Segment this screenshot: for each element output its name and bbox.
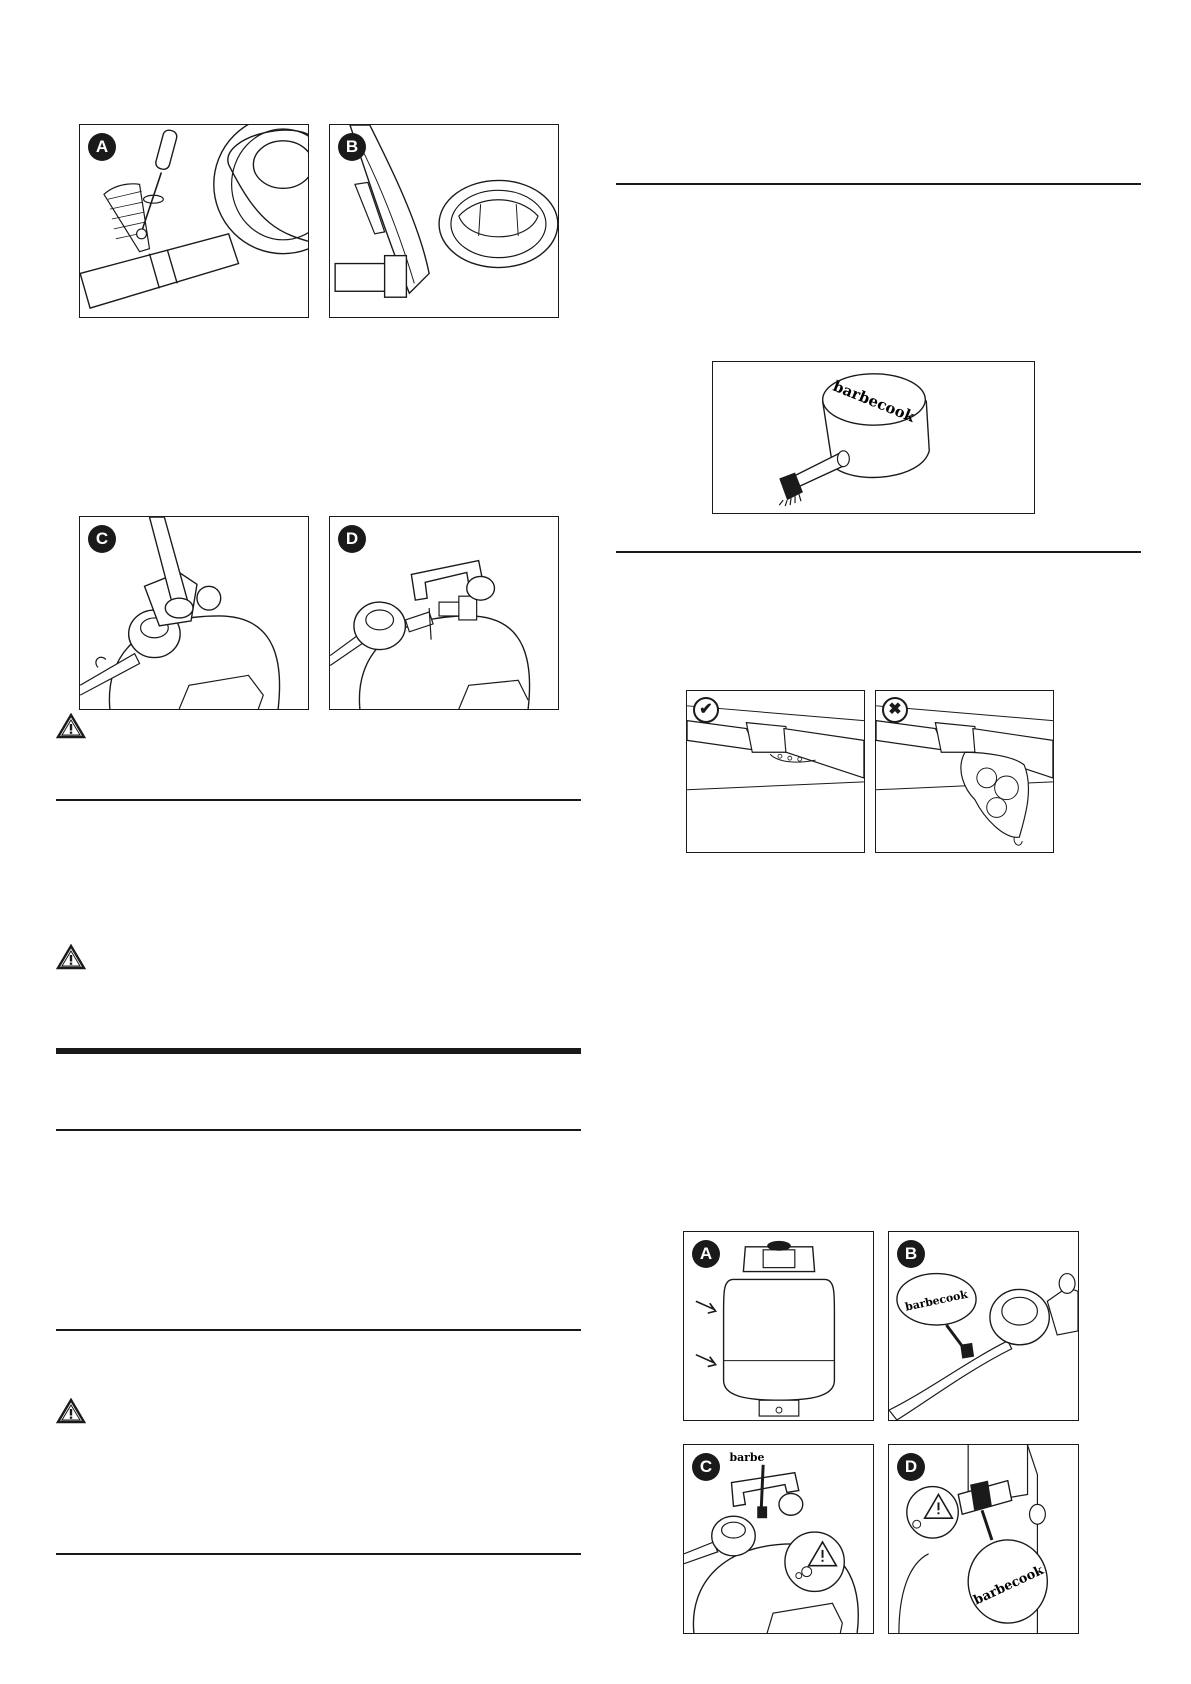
section-divider-heavy	[56, 1048, 581, 1054]
figure-leak-detector-brush	[712, 361, 1035, 514]
leak-detector-brush-illustration	[713, 362, 1034, 513]
figure-label-c: C	[88, 525, 116, 553]
warning-triangle-icon	[56, 1398, 86, 1424]
figure-a-hose-clamp	[79, 124, 309, 318]
cross-icon: ✖	[882, 697, 908, 723]
checkmark-icon: ✔	[693, 697, 719, 723]
figure-label-a: A	[88, 133, 116, 161]
section-divider	[56, 1553, 581, 1555]
section-divider	[56, 799, 581, 801]
figure-d-regulator-disconnected	[329, 516, 559, 710]
figure-label-d: D	[897, 1453, 925, 1481]
figure-incorrect-bubbles	[875, 690, 1054, 853]
figure-label-b: B	[338, 133, 366, 161]
warning-triangle-icon	[56, 944, 86, 970]
section-divider	[56, 1129, 581, 1131]
figure-correct-no-bubbles	[686, 690, 865, 853]
figure-c-brush-test-regulator	[683, 1444, 874, 1634]
brand-logo-text: barbecook	[971, 1563, 1047, 1609]
figure-label-c: C	[692, 1453, 720, 1481]
figure-c-wrench-regulator	[79, 516, 309, 710]
brand-logo-truncated-text: barbe	[729, 1450, 765, 1464]
section-divider	[616, 183, 1141, 185]
figure-label-a: A	[692, 1240, 720, 1268]
figure-b-regulator-clip	[329, 124, 559, 318]
figure-b-brush-test-hose	[888, 1231, 1079, 1421]
brand-logo-text: barbecook	[830, 377, 918, 426]
figure-label-b: B	[897, 1240, 925, 1268]
warning-triangle-icon	[56, 713, 86, 739]
section-divider	[56, 1329, 581, 1331]
figure-label-d: D	[338, 525, 366, 553]
figure-d-brush-test-connection	[888, 1444, 1079, 1634]
brand-logo-text: barbecook	[903, 1287, 969, 1314]
section-divider	[616, 551, 1141, 553]
figure-a-gas-bottle	[683, 1231, 874, 1421]
